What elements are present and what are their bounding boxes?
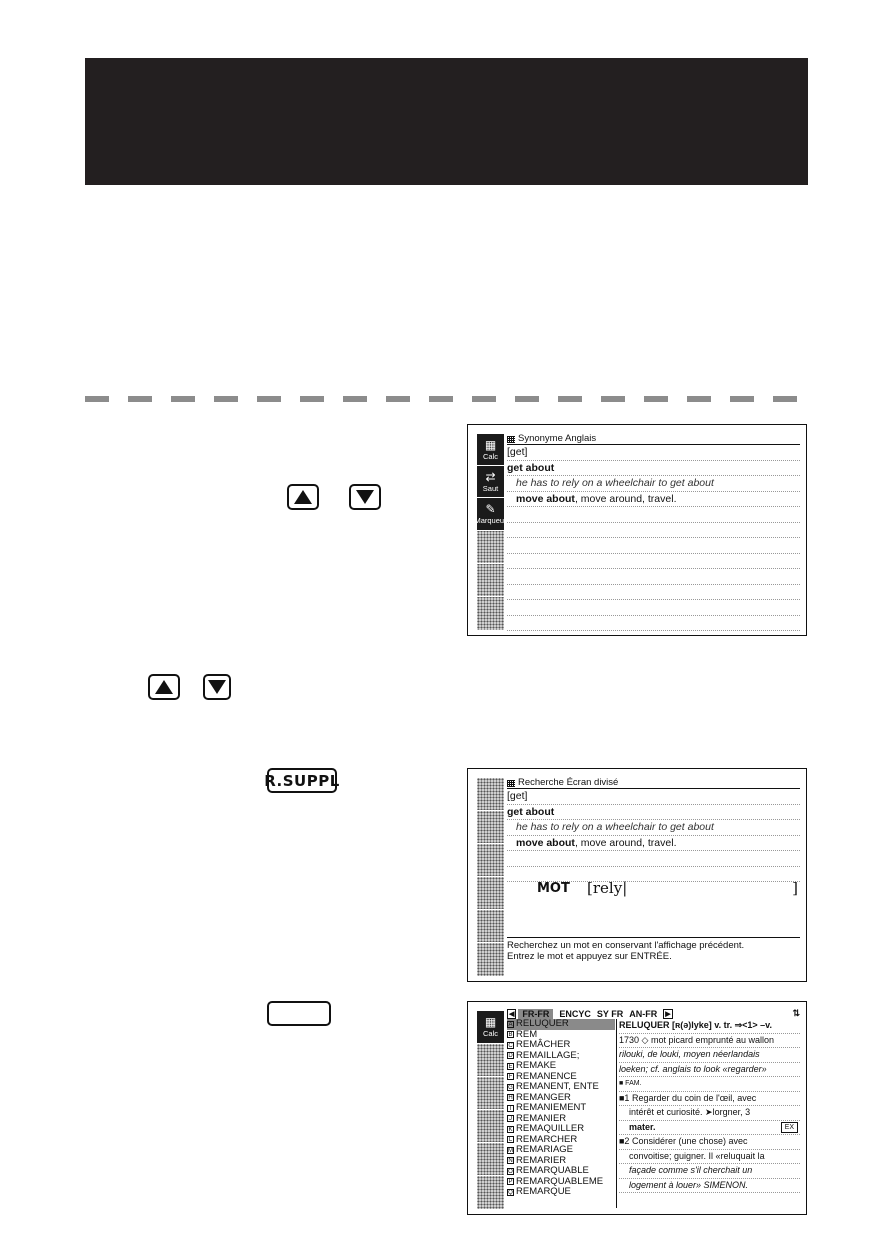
example-row: he has to rely on a wheelchair to get about [507,820,800,836]
word-list [507,1019,615,1198]
empty-row [507,569,800,585]
definition-pane [619,1019,800,1193]
up-arrow-icon [155,680,173,694]
screen-recherche-ecran-divise [467,768,807,982]
jump-icon: ⇄ [485,469,496,484]
sidebar-empty [477,531,504,564]
blank-key[interactable] [267,1001,331,1026]
definition-line: façade comme s'il cherchait un [619,1164,800,1179]
empty-row [507,523,800,539]
list-item[interactable] [507,1061,615,1072]
empty-row [507,554,800,570]
list-item-letter: J [509,1116,512,1123]
list-item-letter: M [508,1147,513,1154]
r-suppl-label: R.SUPPL [264,771,340,790]
definition-line: 1730 ◇ mot picard emprunté au wallon [619,1034,800,1049]
definition-line: logement à louer» SIMENON. [619,1179,800,1194]
synonym-row: move about, move around, travel. [507,492,800,508]
empty-row [507,616,800,632]
example-badge[interactable]: EX [781,1122,798,1133]
sidebar-empty [477,943,504,976]
list-item[interactable] [507,1187,615,1198]
up-arrow-icon [294,490,312,504]
definition-line: ■ FAM. [619,1077,800,1092]
list-item-word: REMAKE [516,1060,557,1071]
list-item-letter: D [508,1053,513,1060]
list-item-letter: Q [508,1189,513,1196]
mot-label: MOT [537,881,570,896]
sidebar-empty [477,1077,504,1110]
list-item-word: REMANIEMENT [516,1102,587,1113]
sidebar [474,434,507,630]
definition-line: RELUQUER [ʀ(ə)lyke] v. tr. ⇒<1> –v. [619,1019,800,1034]
grid-icon [507,780,515,787]
list-item-word: REMAQUILLER [516,1123,585,1134]
phrase-row[interactable]: get about [507,461,800,477]
text-cursor: | [622,879,628,897]
list-item-letter: A [508,1021,513,1028]
list-item-word: REMARQUE [516,1186,571,1197]
r-suppl-key[interactable] [264,768,340,793]
definition-line: loeken; cf. anglais to look «regarder» [619,1063,800,1078]
mot-input[interactable]: [rely| ] [587,879,798,897]
sidebar-empty [477,597,504,630]
definition-line: intérêt et curiosité. ➤lorgner, 3 [619,1106,800,1121]
list-item[interactable] [507,1145,615,1156]
definition-line: ■1 Regarder du coin de l'œil, avec [619,1092,800,1107]
calc-button[interactable]: ▦ Calc [477,434,504,466]
empty-row [507,538,800,554]
list-item-word: REMANENCE [516,1070,577,1082]
down-arrow-key[interactable] [203,674,231,700]
bracket-close: ] [792,879,798,897]
entry-content [507,434,800,631]
definition-line: rilouki, de louki, moyen néerlandais [619,1048,800,1063]
grid-icon [507,436,515,443]
list-item-letter: I [507,1105,514,1112]
sidebar [477,778,504,976]
definition-line: convoitise; guigner. Il «reluquait la [619,1150,800,1165]
calc-button[interactable]: ▦ Calc [477,1011,504,1044]
synonym-row: move about, move around, travel. [507,836,800,852]
sidebar-empty [477,844,504,877]
down-arrow-icon [356,490,374,504]
saut-button[interactable]: ⇄ Saut [477,466,504,498]
empty-row [507,507,800,523]
phrase-row: get about [507,805,800,821]
list-item-word: REMANGER [516,1091,571,1103]
list-item[interactable] [507,1166,615,1177]
up-arrow-key[interactable] [287,484,319,510]
sidebar-empty [477,910,504,943]
sidebar-empty [477,564,504,597]
example-row: he has to rely on a wheelchair to get about [507,476,800,492]
tab-sy-fr[interactable]: SY FR [596,1008,624,1019]
sidebar-empty [477,1044,504,1077]
down-arrow-icon [208,680,226,694]
word-search-area [507,878,800,936]
list-item-word: REMARQUABLE [516,1165,589,1176]
list-item-letter: C [508,1042,513,1049]
down-arrow-key[interactable] [349,484,381,510]
tab-an-fr[interactable]: AN-FR [629,1008,658,1019]
list-item[interactable] [507,1019,615,1030]
screen-title: Synonyme Anglais [507,434,800,445]
list-item-letter: L [508,1137,513,1144]
tab-next-icon[interactable]: ▶ [665,1010,671,1018]
pane-divider [616,1019,617,1208]
list-item-letter: E [508,1063,513,1070]
sidebar [477,1011,504,1209]
sidebar-empty [477,877,504,910]
header-banner [85,58,808,185]
tab-encyc[interactable]: ENCYC [559,1008,591,1019]
list-item-word: REMANENT, ENTE [516,1081,599,1092]
headword-row: [get] [507,789,800,805]
up-arrow-key[interactable] [148,674,180,700]
list-item-word: REMARCHER [516,1133,578,1145]
list-item[interactable] [507,1040,615,1051]
list-item-word: REMARIAGE [516,1144,574,1155]
list-item-word: REMÂCHER [516,1039,571,1050]
screen-dictionary-fr [467,1001,807,1215]
list-item[interactable] [507,1124,615,1135]
screen-title: Recherche Écran divisé [507,778,800,789]
list-item-letter: K [508,1126,513,1133]
marker-icon: ✎ [485,502,496,516]
marqueur-button[interactable]: ✎ Marqueur [477,498,504,531]
list-item-letter: F [508,1074,513,1081]
list-item-letter: H [508,1095,513,1102]
list-item-word: RELUQUER [516,1018,569,1029]
instruction-message: Recherchez un mot en conservant l'affichage précédent. Entrez le mot et appuyez sur ENTRÉE. [507,937,800,962]
calculator-icon: ▦ [484,1015,497,1029]
list-item-word: REM [516,1028,538,1040]
list-item-letter: N [508,1158,513,1165]
tab-fr-fr[interactable]: FR-FR [518,1009,553,1019]
entry-content [507,778,800,882]
calculator-icon: ▦ [484,437,497,452]
list-item[interactable] [507,1103,615,1114]
tab-prev-icon[interactable]: ◀ [509,1010,515,1018]
list-item-word: REMAILLAGE; [516,1049,580,1061]
dashed-divider [85,396,808,402]
sidebar-empty [477,1110,504,1143]
scroll-arrows-icon: ⇅ [792,1008,800,1018]
definition-line: ■2 Considérer (une chose) avec [619,1135,800,1150]
list-item-word: REMARIER [516,1154,567,1166]
headword-row: [get] [507,445,800,461]
empty-row [507,851,800,867]
sidebar-empty [477,1143,504,1176]
screen-synonyme-anglais [467,424,807,636]
sidebar-empty [477,778,504,811]
list-item[interactable] [507,1082,615,1093]
definition-line: mater. EX [619,1121,800,1136]
empty-row [507,600,800,616]
list-item-word: REMARQUABLEME [516,1175,604,1187]
list-item-word: REMANIER [516,1112,567,1124]
sidebar-empty [477,811,504,844]
empty-row [507,585,800,601]
list-item-letter: G [508,1084,513,1091]
mot-input-value: rely [592,879,623,897]
list-item-letter: O [508,1168,513,1175]
sidebar-empty [477,1176,504,1209]
list-item-letter: B [508,1032,513,1039]
list-item-letter: P [508,1179,513,1186]
